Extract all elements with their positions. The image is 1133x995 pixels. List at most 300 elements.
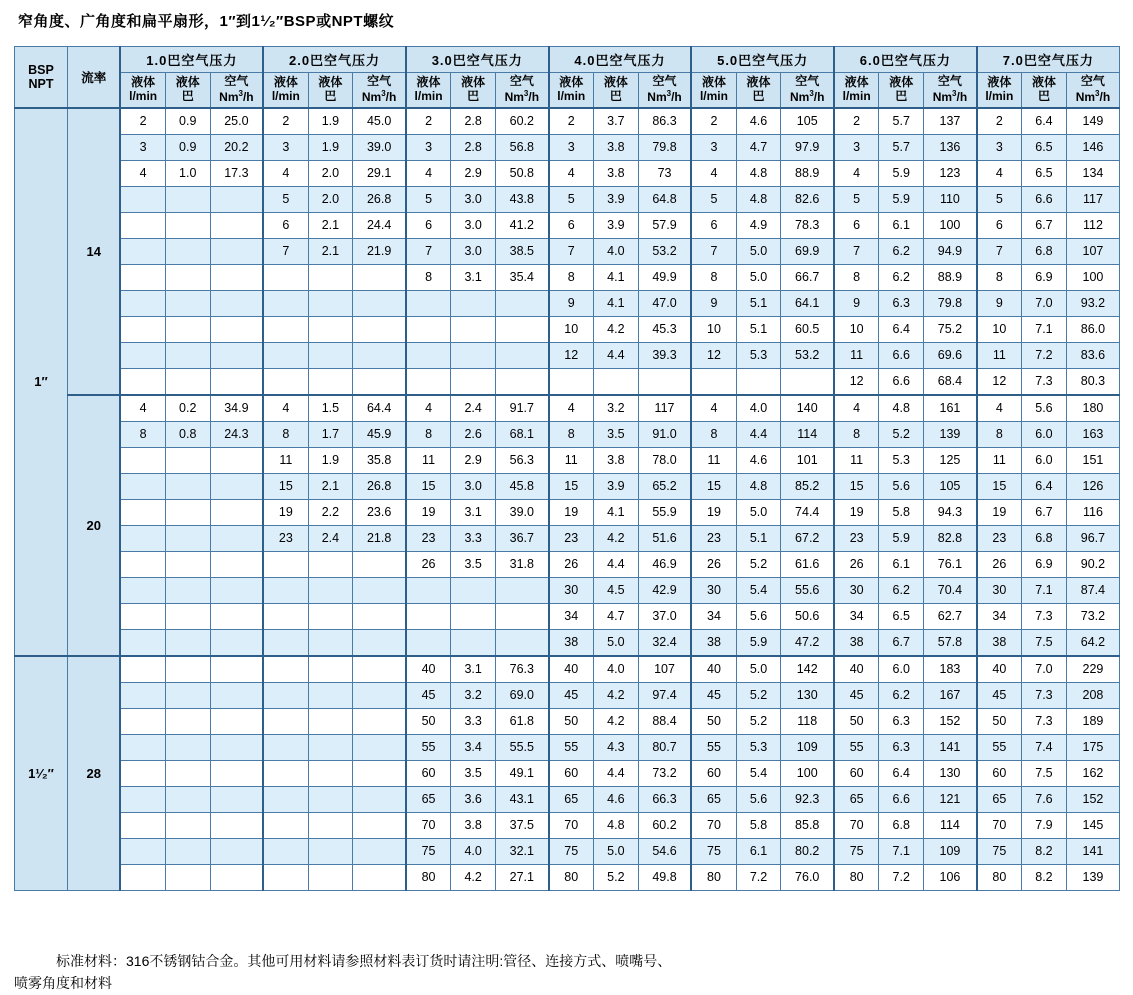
- cell-p4-liquid-lmin: 4: [549, 160, 594, 186]
- cell-p7-liquid-bar: 5.6: [1022, 395, 1067, 422]
- cell-p5-liquid-bar: 4.6: [736, 108, 781, 135]
- cell-p6-liquid-bar: 5.9: [879, 160, 924, 186]
- cell-p7-air-nm3h: 151: [1066, 447, 1119, 473]
- cell-p6-air-nm3h: 75.2: [924, 316, 977, 342]
- cell-p6-liquid-lmin: 8: [834, 264, 879, 290]
- cell-p4-liquid-lmin: 12: [549, 342, 594, 368]
- cell-p6-air-nm3h: 136: [924, 134, 977, 160]
- cell-p6-liquid-lmin: 2: [834, 108, 879, 135]
- cell-p1-liquid-bar: [165, 629, 210, 656]
- header-sub-5-liquid-lmin: 液体 l/min: [691, 73, 736, 108]
- cell-p7-liquid-bar: 7.2: [1022, 342, 1067, 368]
- cell-p6-liquid-lmin: 12: [834, 368, 879, 395]
- cell-p3-air-nm3h: 31.8: [496, 551, 549, 577]
- cell-p2-liquid-bar: [308, 760, 353, 786]
- cell-p2-liquid-bar: [308, 577, 353, 603]
- cell-p1-liquid-bar: [165, 342, 210, 368]
- cell-p6-liquid-lmin: 65: [834, 786, 879, 812]
- cell-p1-liquid-lmin: [120, 656, 165, 683]
- cell-p4-liquid-lmin: 65: [549, 786, 594, 812]
- cell-p5-liquid-lmin: 60: [691, 760, 736, 786]
- header-thread-npt: NPT: [28, 76, 54, 91]
- footnote-line-1: 标准材料：316不锈钢钴合金。其他可用材料请参照材料表订货时请注明:管径、连接方式、喷嘴号、: [56, 953, 672, 969]
- cell-p6-air-nm3h: 88.9: [924, 264, 977, 290]
- cell-p5-air-nm3h: 100: [781, 760, 834, 786]
- cell-p1-air-nm3h: [210, 290, 263, 316]
- cell-p5-liquid-bar: 4.8: [736, 473, 781, 499]
- cell-p3-air-nm3h: 32.1: [496, 838, 549, 864]
- cell-p5-liquid-bar: 4.9: [736, 212, 781, 238]
- cell-p3-air-nm3h: 76.3: [496, 656, 549, 683]
- cell-p3-liquid-lmin: 23: [406, 525, 451, 551]
- cell-p7-air-nm3h: 112: [1066, 212, 1119, 238]
- cell-p5-air-nm3h: 61.6: [781, 551, 834, 577]
- cell-p1-liquid-bar: [165, 760, 210, 786]
- cell-p2-liquid-lmin: [263, 786, 308, 812]
- cell-p5-liquid-lmin: 75: [691, 838, 736, 864]
- cell-p7-liquid-bar: 6.9: [1022, 551, 1067, 577]
- cell-p1-liquid-lmin: [120, 238, 165, 264]
- table-row: [15, 421, 1120, 447]
- cell-p7-liquid-lmin: 60: [977, 760, 1022, 786]
- cell-p7-liquid-lmin: 26: [977, 551, 1022, 577]
- cell-p1-liquid-bar: [165, 368, 210, 395]
- cell-p6-liquid-lmin: 19: [834, 499, 879, 525]
- cell-p3-liquid-bar: [451, 629, 496, 656]
- cell-p5-liquid-bar: 4.0: [736, 395, 781, 422]
- cell-p4-liquid-bar: 4.6: [593, 786, 638, 812]
- section-thread-label: 1¹⁄₂″: [15, 656, 68, 891]
- cell-p7-air-nm3h: 117: [1066, 186, 1119, 212]
- cell-p2-liquid-bar: [308, 342, 353, 368]
- cell-p7-liquid-bar: 6.5: [1022, 134, 1067, 160]
- cell-p1-air-nm3h: [210, 603, 263, 629]
- cell-p2-liquid-bar: [308, 812, 353, 838]
- cell-p1-air-nm3h: [210, 342, 263, 368]
- cell-p7-liquid-lmin: 5: [977, 186, 1022, 212]
- cell-p4-liquid-lmin: 19: [549, 499, 594, 525]
- cell-p2-air-nm3h: 45.0: [353, 108, 406, 135]
- cell-p3-air-nm3h: 43.1: [496, 786, 549, 812]
- cell-p6-liquid-lmin: 9: [834, 290, 879, 316]
- cell-p2-air-nm3h: [353, 368, 406, 395]
- cell-p5-liquid-bar: 4.8: [736, 186, 781, 212]
- cell-p5-air-nm3h: 97.9: [781, 134, 834, 160]
- cell-p4-liquid-lmin: 6: [549, 212, 594, 238]
- cell-p7-air-nm3h: 180: [1066, 395, 1119, 422]
- cell-p6-liquid-lmin: 4: [834, 160, 879, 186]
- cell-p5-liquid-lmin: 8: [691, 421, 736, 447]
- cell-p6-air-nm3h: 109: [924, 838, 977, 864]
- cell-p7-liquid-bar: 7.0: [1022, 290, 1067, 316]
- cell-p5-air-nm3h: 101: [781, 447, 834, 473]
- cell-p5-liquid-lmin: 11: [691, 447, 736, 473]
- cell-p1-air-nm3h: [210, 499, 263, 525]
- cell-p7-liquid-bar: 6.8: [1022, 238, 1067, 264]
- cell-p4-liquid-lmin: 3: [549, 134, 594, 160]
- cell-p2-liquid-bar: 1.9: [308, 447, 353, 473]
- cell-p3-liquid-lmin: 65: [406, 786, 451, 812]
- cell-p2-liquid-lmin: [263, 682, 308, 708]
- cell-p7-liquid-bar: 6.7: [1022, 212, 1067, 238]
- cell-p1-liquid-bar: 0.9: [165, 108, 210, 135]
- cell-p5-air-nm3h: 130: [781, 682, 834, 708]
- header-sub-2-liquid-bar: 液体 巴: [308, 73, 353, 108]
- cell-p7-air-nm3h: 116: [1066, 499, 1119, 525]
- header-sub-3-liquid-lmin: 液体 l/min: [406, 73, 451, 108]
- cell-p1-air-nm3h: [210, 238, 263, 264]
- cell-p2-liquid-lmin: 8: [263, 421, 308, 447]
- cell-p4-liquid-bar: 4.7: [593, 603, 638, 629]
- cell-p1-air-nm3h: [210, 760, 263, 786]
- cell-p5-liquid-lmin: 23: [691, 525, 736, 551]
- cell-p3-air-nm3h: 60.2: [496, 108, 549, 135]
- cell-p3-air-nm3h: 37.5: [496, 812, 549, 838]
- cell-p7-air-nm3h: 162: [1066, 760, 1119, 786]
- cell-p2-air-nm3h: [353, 290, 406, 316]
- cell-p5-liquid-bar: 7.2: [736, 864, 781, 890]
- cell-p5-liquid-lmin: 38: [691, 629, 736, 656]
- cell-p5-air-nm3h: 85.2: [781, 473, 834, 499]
- cell-p5-liquid-bar: 5.3: [736, 734, 781, 760]
- cell-p7-liquid-lmin: 50: [977, 708, 1022, 734]
- cell-p2-air-nm3h: [353, 342, 406, 368]
- cell-p1-liquid-bar: [165, 499, 210, 525]
- cell-p3-liquid-bar: 3.0: [451, 473, 496, 499]
- cell-p1-air-nm3h: [210, 734, 263, 760]
- cell-p1-air-nm3h: [210, 525, 263, 551]
- cell-p6-air-nm3h: 94.9: [924, 238, 977, 264]
- cell-p4-liquid-lmin: 34: [549, 603, 594, 629]
- cell-p5-air-nm3h: 142: [781, 656, 834, 683]
- cell-p6-liquid-bar: 5.7: [879, 134, 924, 160]
- cell-p5-liquid-bar: 5.2: [736, 682, 781, 708]
- cell-p1-air-nm3h: [210, 682, 263, 708]
- cell-p2-liquid-lmin: [263, 603, 308, 629]
- cell-p5-liquid-bar: 4.6: [736, 447, 781, 473]
- cell-p3-air-nm3h: 56.3: [496, 447, 549, 473]
- cell-p3-liquid-lmin: 75: [406, 838, 451, 864]
- cell-p2-liquid-bar: [308, 682, 353, 708]
- cell-p6-air-nm3h: 114: [924, 812, 977, 838]
- cell-p1-liquid-lmin: 4: [120, 395, 165, 422]
- cell-p6-liquid-lmin: 4: [834, 395, 879, 422]
- cell-p5-liquid-lmin: 5: [691, 186, 736, 212]
- cell-p3-liquid-bar: 2.6: [451, 421, 496, 447]
- table-row: [15, 186, 1120, 212]
- cell-p5-air-nm3h: 69.9: [781, 238, 834, 264]
- cell-p5-air-nm3h: 109: [781, 734, 834, 760]
- cell-p3-liquid-bar: 4.2: [451, 864, 496, 890]
- cell-p2-air-nm3h: 35.8: [353, 447, 406, 473]
- cell-p4-liquid-bar: 4.4: [593, 551, 638, 577]
- cell-p6-air-nm3h: 123: [924, 160, 977, 186]
- cell-p4-liquid-bar: 4.0: [593, 656, 638, 683]
- cell-p4-liquid-lmin: 10: [549, 316, 594, 342]
- cell-p7-air-nm3h: 100: [1066, 264, 1119, 290]
- table-row: [15, 864, 1120, 890]
- cell-p2-liquid-bar: [308, 838, 353, 864]
- cell-p2-liquid-lmin: [263, 629, 308, 656]
- cell-p7-liquid-lmin: 65: [977, 786, 1022, 812]
- cell-p2-liquid-lmin: [263, 342, 308, 368]
- cell-p5-air-nm3h: 92.3: [781, 786, 834, 812]
- cell-p4-liquid-lmin: 5: [549, 186, 594, 212]
- cell-p5-liquid-lmin: 10: [691, 316, 736, 342]
- cell-p3-air-nm3h: 69.0: [496, 682, 549, 708]
- cell-p5-liquid-lmin: [691, 368, 736, 395]
- cell-p6-liquid-lmin: 55: [834, 734, 879, 760]
- cell-p5-liquid-bar: 6.1: [736, 838, 781, 864]
- cell-p4-liquid-lmin: 9: [549, 290, 594, 316]
- cell-p3-liquid-bar: 3.5: [451, 551, 496, 577]
- cell-p1-liquid-bar: 0.9: [165, 134, 210, 160]
- cell-p4-air-nm3h: 79.8: [638, 134, 691, 160]
- table-row: [15, 238, 1120, 264]
- cell-p1-liquid-lmin: [120, 760, 165, 786]
- cell-p2-air-nm3h: [353, 551, 406, 577]
- table-row: [15, 656, 1120, 683]
- cell-p4-air-nm3h: [638, 368, 691, 395]
- cell-p6-liquid-bar: 6.8: [879, 812, 924, 838]
- cell-p4-liquid-lmin: 15: [549, 473, 594, 499]
- cell-p3-liquid-bar: [451, 290, 496, 316]
- cell-p1-air-nm3h: [210, 264, 263, 290]
- cell-p5-liquid-bar: 5.1: [736, 316, 781, 342]
- cell-p7-liquid-bar: 6.6: [1022, 186, 1067, 212]
- cell-p3-liquid-lmin: 80: [406, 864, 451, 890]
- cell-p7-air-nm3h: 96.7: [1066, 525, 1119, 551]
- cell-p1-liquid-bar: [165, 656, 210, 683]
- cell-p2-air-nm3h: 45.9: [353, 421, 406, 447]
- header-sub-1-liquid-lmin: 液体 l/min: [120, 73, 165, 108]
- cell-p6-air-nm3h: 106: [924, 864, 977, 890]
- cell-p7-air-nm3h: 208: [1066, 682, 1119, 708]
- cell-p1-liquid-lmin: 3: [120, 134, 165, 160]
- header-sub-6-liquid-bar: 液体 巴: [879, 73, 924, 108]
- cell-p2-liquid-bar: [308, 864, 353, 890]
- cell-p2-liquid-lmin: 6: [263, 212, 308, 238]
- cell-p7-liquid-lmin: 23: [977, 525, 1022, 551]
- cell-p2-air-nm3h: [353, 786, 406, 812]
- cell-p1-liquid-lmin: [120, 368, 165, 395]
- header-sub-3-liquid-bar: 液体 巴: [451, 73, 496, 108]
- cell-p7-liquid-bar: 6.4: [1022, 473, 1067, 499]
- header-sub-6-air: 空气 Nm$^3$/h: [924, 73, 977, 108]
- cell-p2-air-nm3h: 24.4: [353, 212, 406, 238]
- cell-p6-liquid-bar: 6.6: [879, 786, 924, 812]
- cell-p3-liquid-lmin: 4: [406, 395, 451, 422]
- cell-p6-liquid-bar: 6.0: [879, 656, 924, 683]
- cell-p7-liquid-lmin: 10: [977, 316, 1022, 342]
- cell-p1-air-nm3h: [210, 656, 263, 683]
- cell-p3-liquid-bar: [451, 603, 496, 629]
- cell-p2-liquid-bar: 2.2: [308, 499, 353, 525]
- cell-p1-liquid-bar: [165, 734, 210, 760]
- cell-p6-liquid-bar: 6.2: [879, 682, 924, 708]
- cell-p7-liquid-lmin: 9: [977, 290, 1022, 316]
- cell-p3-air-nm3h: 35.4: [496, 264, 549, 290]
- cell-p6-air-nm3h: 62.7: [924, 603, 977, 629]
- cell-p6-liquid-lmin: 40: [834, 656, 879, 683]
- cell-p7-liquid-lmin: 11: [977, 342, 1022, 368]
- cell-p5-air-nm3h: 60.5: [781, 316, 834, 342]
- table-row: [15, 760, 1120, 786]
- cell-p7-liquid-lmin: 34: [977, 603, 1022, 629]
- cell-p2-liquid-bar: 2.1: [308, 212, 353, 238]
- cell-p4-air-nm3h: 64.8: [638, 186, 691, 212]
- table-row: [15, 734, 1120, 760]
- cell-p4-liquid-bar: 4.1: [593, 499, 638, 525]
- cell-p4-air-nm3h: 73: [638, 160, 691, 186]
- cell-p1-air-nm3h: 25.0: [210, 108, 263, 135]
- cell-p6-liquid-lmin: 70: [834, 812, 879, 838]
- cell-p5-liquid-lmin: 80: [691, 864, 736, 890]
- cell-p2-liquid-lmin: [263, 708, 308, 734]
- cell-p1-liquid-lmin: 4: [120, 160, 165, 186]
- cell-p6-liquid-bar: 6.3: [879, 734, 924, 760]
- cell-p4-air-nm3h: 80.7: [638, 734, 691, 760]
- cell-p7-liquid-bar: 6.0: [1022, 421, 1067, 447]
- cell-p6-air-nm3h: 125: [924, 447, 977, 473]
- cell-p6-liquid-bar: 5.7: [879, 108, 924, 135]
- cell-p3-liquid-bar: 2.4: [451, 395, 496, 422]
- cell-p4-air-nm3h: 37.0: [638, 603, 691, 629]
- cell-p6-air-nm3h: 94.3: [924, 499, 977, 525]
- cell-p4-liquid-bar: 5.0: [593, 629, 638, 656]
- cell-p6-air-nm3h: 167: [924, 682, 977, 708]
- cell-p2-air-nm3h: [353, 864, 406, 890]
- cell-p5-liquid-bar: 5.4: [736, 760, 781, 786]
- cell-p6-liquid-bar: 5.2: [879, 421, 924, 447]
- cell-p1-liquid-bar: [165, 838, 210, 864]
- cell-p1-liquid-bar: [165, 551, 210, 577]
- cell-p2-air-nm3h: [353, 603, 406, 629]
- cell-p6-liquid-bar: 6.1: [879, 212, 924, 238]
- cell-p3-air-nm3h: [496, 577, 549, 603]
- header-group-5: 5.0巴空气压力: [691, 47, 834, 73]
- table-row: [15, 499, 1120, 525]
- cell-p3-liquid-lmin: 55: [406, 734, 451, 760]
- header-sub-1-liquid-bar: 液体 巴: [165, 73, 210, 108]
- header-sub-2-liquid-lmin: 液体 l/min: [263, 73, 308, 108]
- cell-p3-liquid-lmin: [406, 368, 451, 395]
- cell-p4-air-nm3h: 65.2: [638, 473, 691, 499]
- cell-p7-liquid-bar: 7.5: [1022, 629, 1067, 656]
- header-group-4: 4.0巴空气压力: [549, 47, 692, 73]
- header-sub-5-air: 空气 Nm$^3$/h: [781, 73, 834, 108]
- cell-p2-liquid-lmin: 2: [263, 108, 308, 135]
- cell-p5-liquid-lmin: 26: [691, 551, 736, 577]
- cell-p4-air-nm3h: 55.9: [638, 499, 691, 525]
- cell-p5-liquid-bar: 5.1: [736, 290, 781, 316]
- cell-p1-air-nm3h: [210, 786, 263, 812]
- cell-p7-liquid-bar: 7.0: [1022, 656, 1067, 683]
- cell-p5-air-nm3h: 105: [781, 108, 834, 135]
- cell-p5-air-nm3h: 50.6: [781, 603, 834, 629]
- cell-p5-liquid-bar: 5.4: [736, 577, 781, 603]
- cell-p4-liquid-lmin: 75: [549, 838, 594, 864]
- cell-p6-air-nm3h: 137: [924, 108, 977, 135]
- cell-p1-liquid-lmin: 8: [120, 421, 165, 447]
- cell-p6-air-nm3h: 139: [924, 421, 977, 447]
- cell-p3-air-nm3h: 56.8: [496, 134, 549, 160]
- cell-p2-air-nm3h: 26.8: [353, 186, 406, 212]
- cell-p2-air-nm3h: 21.9: [353, 238, 406, 264]
- cell-p7-liquid-bar: 7.4: [1022, 734, 1067, 760]
- cell-p1-air-nm3h: 24.3: [210, 421, 263, 447]
- table-row: [15, 577, 1120, 603]
- cell-p7-liquid-lmin: 3: [977, 134, 1022, 160]
- cell-p1-air-nm3h: [210, 838, 263, 864]
- cell-p4-liquid-bar: 4.4: [593, 760, 638, 786]
- cell-p3-liquid-lmin: 8: [406, 264, 451, 290]
- cell-p2-liquid-bar: 1.9: [308, 108, 353, 135]
- cell-p5-air-nm3h: 80.2: [781, 838, 834, 864]
- cell-p7-liquid-lmin: 38: [977, 629, 1022, 656]
- cell-p7-air-nm3h: 152: [1066, 786, 1119, 812]
- cell-p4-liquid-bar: 4.3: [593, 734, 638, 760]
- cell-p7-air-nm3h: 134: [1066, 160, 1119, 186]
- cell-p6-air-nm3h: 130: [924, 760, 977, 786]
- spray-nozzle-table-wrapper: [14, 46, 1120, 891]
- cell-p7-air-nm3h: 64.2: [1066, 629, 1119, 656]
- cell-p4-liquid-lmin: 23: [549, 525, 594, 551]
- cell-p6-air-nm3h: 76.1: [924, 551, 977, 577]
- footnote-line-2: 喷雾角度和材料: [14, 975, 112, 992]
- cell-p5-liquid-lmin: 12: [691, 342, 736, 368]
- cell-p7-liquid-bar: 7.3: [1022, 368, 1067, 395]
- table-body: [15, 108, 1120, 891]
- cell-p2-liquid-lmin: 7: [263, 238, 308, 264]
- cell-p5-liquid-bar: 5.0: [736, 656, 781, 683]
- cell-p3-liquid-bar: 3.1: [451, 656, 496, 683]
- cell-p2-liquid-bar: [308, 734, 353, 760]
- cell-p4-air-nm3h: 46.9: [638, 551, 691, 577]
- cell-p5-liquid-bar: 5.6: [736, 786, 781, 812]
- cell-p7-liquid-bar: 8.2: [1022, 864, 1067, 890]
- cell-p1-air-nm3h: [210, 316, 263, 342]
- cell-p7-liquid-bar: 7.1: [1022, 577, 1067, 603]
- cell-p7-liquid-bar: 6.7: [1022, 499, 1067, 525]
- cell-p2-liquid-bar: 2.4: [308, 525, 353, 551]
- cell-p2-air-nm3h: 29.1: [353, 160, 406, 186]
- cell-p5-air-nm3h: 47.2: [781, 629, 834, 656]
- cell-p4-liquid-bar: 4.1: [593, 264, 638, 290]
- cell-p1-liquid-lmin: [120, 629, 165, 656]
- cell-p1-air-nm3h: 34.9: [210, 395, 263, 422]
- cell-p2-air-nm3h: [353, 682, 406, 708]
- cell-p1-air-nm3h: [210, 864, 263, 890]
- cell-p1-liquid-lmin: [120, 186, 165, 212]
- cell-p3-air-nm3h: 45.8: [496, 473, 549, 499]
- cell-p7-liquid-bar: 6.8: [1022, 525, 1067, 551]
- cell-p4-air-nm3h: 107: [638, 656, 691, 683]
- cell-p3-liquid-bar: 3.0: [451, 186, 496, 212]
- header-group-1: 1.0巴空气压力: [120, 47, 263, 73]
- cell-p6-liquid-bar: 6.7: [879, 629, 924, 656]
- cell-p7-air-nm3h: 126: [1066, 473, 1119, 499]
- cell-p3-liquid-bar: 2.8: [451, 134, 496, 160]
- section-flow-value: 14: [67, 108, 120, 395]
- cell-p6-liquid-lmin: 38: [834, 629, 879, 656]
- cell-p4-air-nm3h: 47.0: [638, 290, 691, 316]
- table-row: [15, 786, 1120, 812]
- cell-p1-air-nm3h: [210, 447, 263, 473]
- page-title: 窄角度、广角度和扁平扇形，1″到1¹⁄₂″BSP或NPT螺纹: [18, 13, 395, 30]
- cell-p4-liquid-lmin: 11: [549, 447, 594, 473]
- cell-p7-air-nm3h: 90.2: [1066, 551, 1119, 577]
